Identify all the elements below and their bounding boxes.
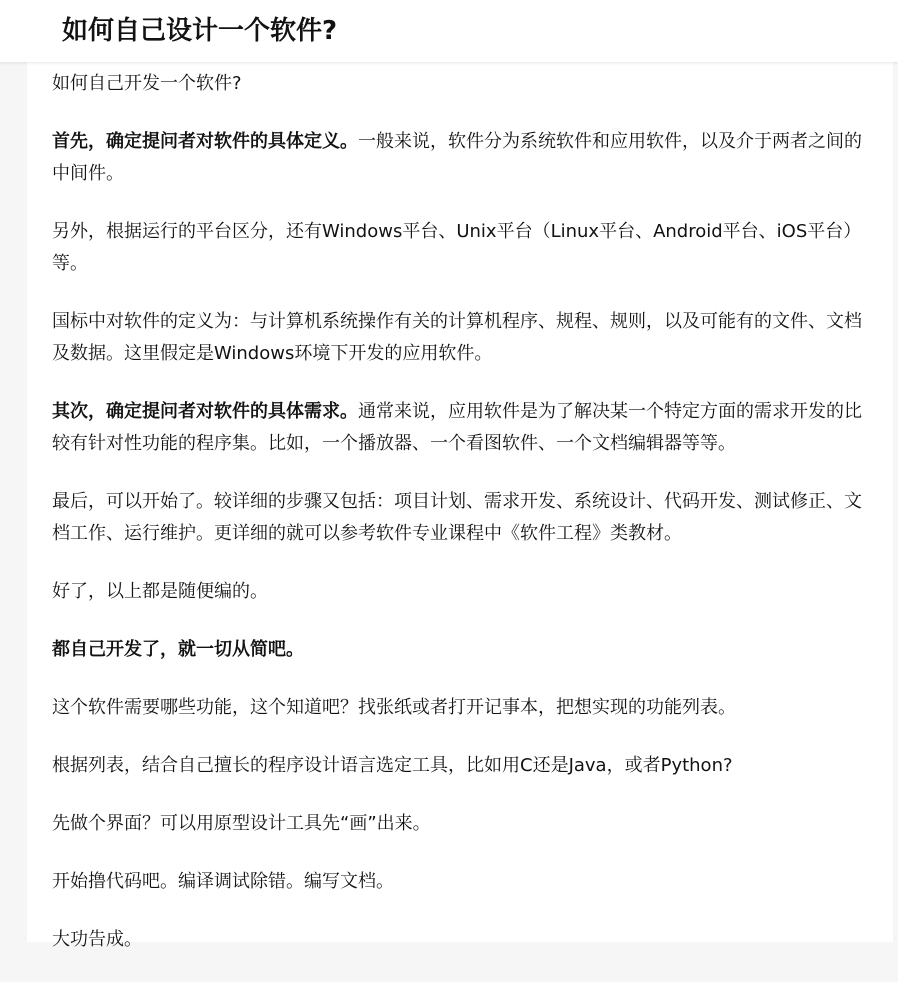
answer-paragraph-4: 国标中对软件的定义为：与计算机系统操作有关的计算机程序、规程、规则，以及可能有的文件、文档及数据。这里假定是Windows环境下开发的应用软件。 xyxy=(52,311,862,364)
answer-paragraph-10: 根据列表，结合自己擅长的程序设计语言选定工具，比如用C还是Java，或者Python? xyxy=(52,755,733,776)
answer-paragraph-6: 最后，可以开始了。较详细的步骤又包括：项目计划、需求开发、系统设计、代码开发、测试修正、文档工作、运行维护。更详细的就可以参考软件专业课程中《软件工程》类教材。 xyxy=(52,491,862,544)
answer-paragraph-3: 另外，根据运行的平台区分，还有Windows平台、Unix平台（Linux平台、Android平台、iOS平台）等。 xyxy=(52,221,862,274)
answer-paragraph-12: 开始撸代码吧。编译调试除错。编写文档。 xyxy=(52,871,394,892)
question-title[interactable]: 如何自己设计一个软件? xyxy=(62,16,338,46)
answer-card xyxy=(27,62,893,950)
answer-paragraph-1: 如何自己开发一个软件? xyxy=(52,73,242,94)
answer-paragraph-9: 这个软件需要哪些功能，这个知道吧？找张纸或者打开记事本，把想实现的功能列表。 xyxy=(52,697,736,718)
answer-paragraph-13: 大功告成。 xyxy=(52,929,142,950)
answer-paragraph-8: 都自己开发了，就一切从简吧。 xyxy=(52,639,304,660)
answer-paragraph-11: 先做个界面？可以用原型设计工具先“画”出来。 xyxy=(52,813,431,834)
question-header xyxy=(0,0,898,62)
answer-paragraph-2: 首先，确定提问者对软件的具体定义。一般来说，软件分为系统软件和应用软件，以及介于两者之间的中间件。 xyxy=(52,131,862,184)
answer-body xyxy=(52,68,867,982)
answer-paragraph-5: 其次，确定提问者对软件的具体需求。通常来说，应用软件是为了解决某一个特定方面的需求开发的比较有针对性功能的程序集。比如，一个播放器、一个看图软件、一个文档编辑器等等。 xyxy=(52,401,862,454)
answer-paragraph-7: 好了，以上都是随便编的。 xyxy=(52,581,268,602)
